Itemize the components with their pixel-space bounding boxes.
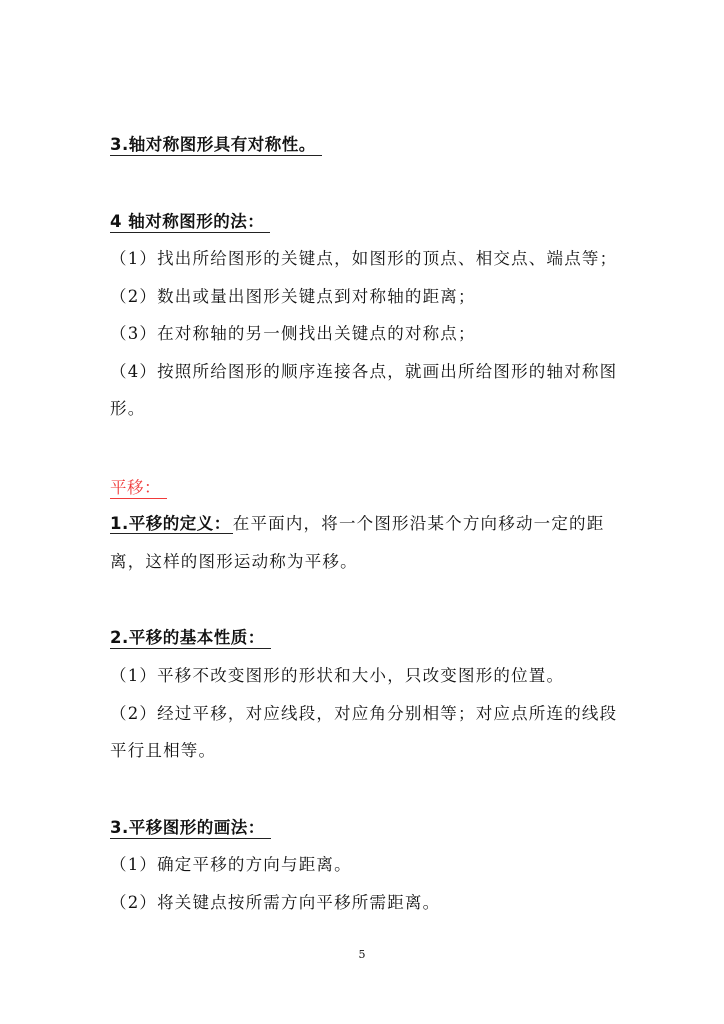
heading-translation-definition: 1.平移的定义： xyxy=(110,514,231,533)
heading-translation-properties: 2.平移的基本性质： xyxy=(110,628,271,649)
list-item: （2）数出或量出图形关键点到对称轴的距离； xyxy=(110,287,476,306)
list-item-continued: 形。 xyxy=(110,399,146,418)
list-item: （3）在对称轴的另一侧找出关键点的对称点； xyxy=(110,324,476,343)
list-item-continued: 平行且相等。 xyxy=(110,741,217,760)
list-item: （1）找出所给图形的关键点，如图形的顶点、相交点、端点等； xyxy=(110,249,618,268)
definition-text-continued: 离，这样的图形运动称为平移。 xyxy=(110,552,358,571)
list-item: （1）平移不改变图形的形状和大小，只改变图形的位置。 xyxy=(110,666,565,685)
heading-symmetry-drawing: 4 轴对称图形的法： xyxy=(110,212,270,233)
heading-translation-drawing: 3.平移图形的画法： xyxy=(110,818,271,839)
definition-text: 在平面内，将一个图形沿某个方向移动一定的距 xyxy=(232,514,605,533)
list-item: （1）确定平移的方向与距离。 xyxy=(110,855,352,874)
list-item: （4）按照所给图形的顺序连接各点，就画出所给图形的轴对称图 xyxy=(110,362,618,381)
heading-symmetry-property: 3.轴对称图形具有对称性。 xyxy=(110,135,322,156)
definition-paragraph xyxy=(110,514,604,534)
section-title-translation: 平移： xyxy=(110,478,167,499)
list-item: （2）将关键点按所需方向平移所需距离。 xyxy=(110,893,441,912)
page-number: 5 xyxy=(358,948,366,961)
list-item: （2）经过平移，对应线段，对应角分别相等；对应点所连的线段 xyxy=(110,704,618,723)
